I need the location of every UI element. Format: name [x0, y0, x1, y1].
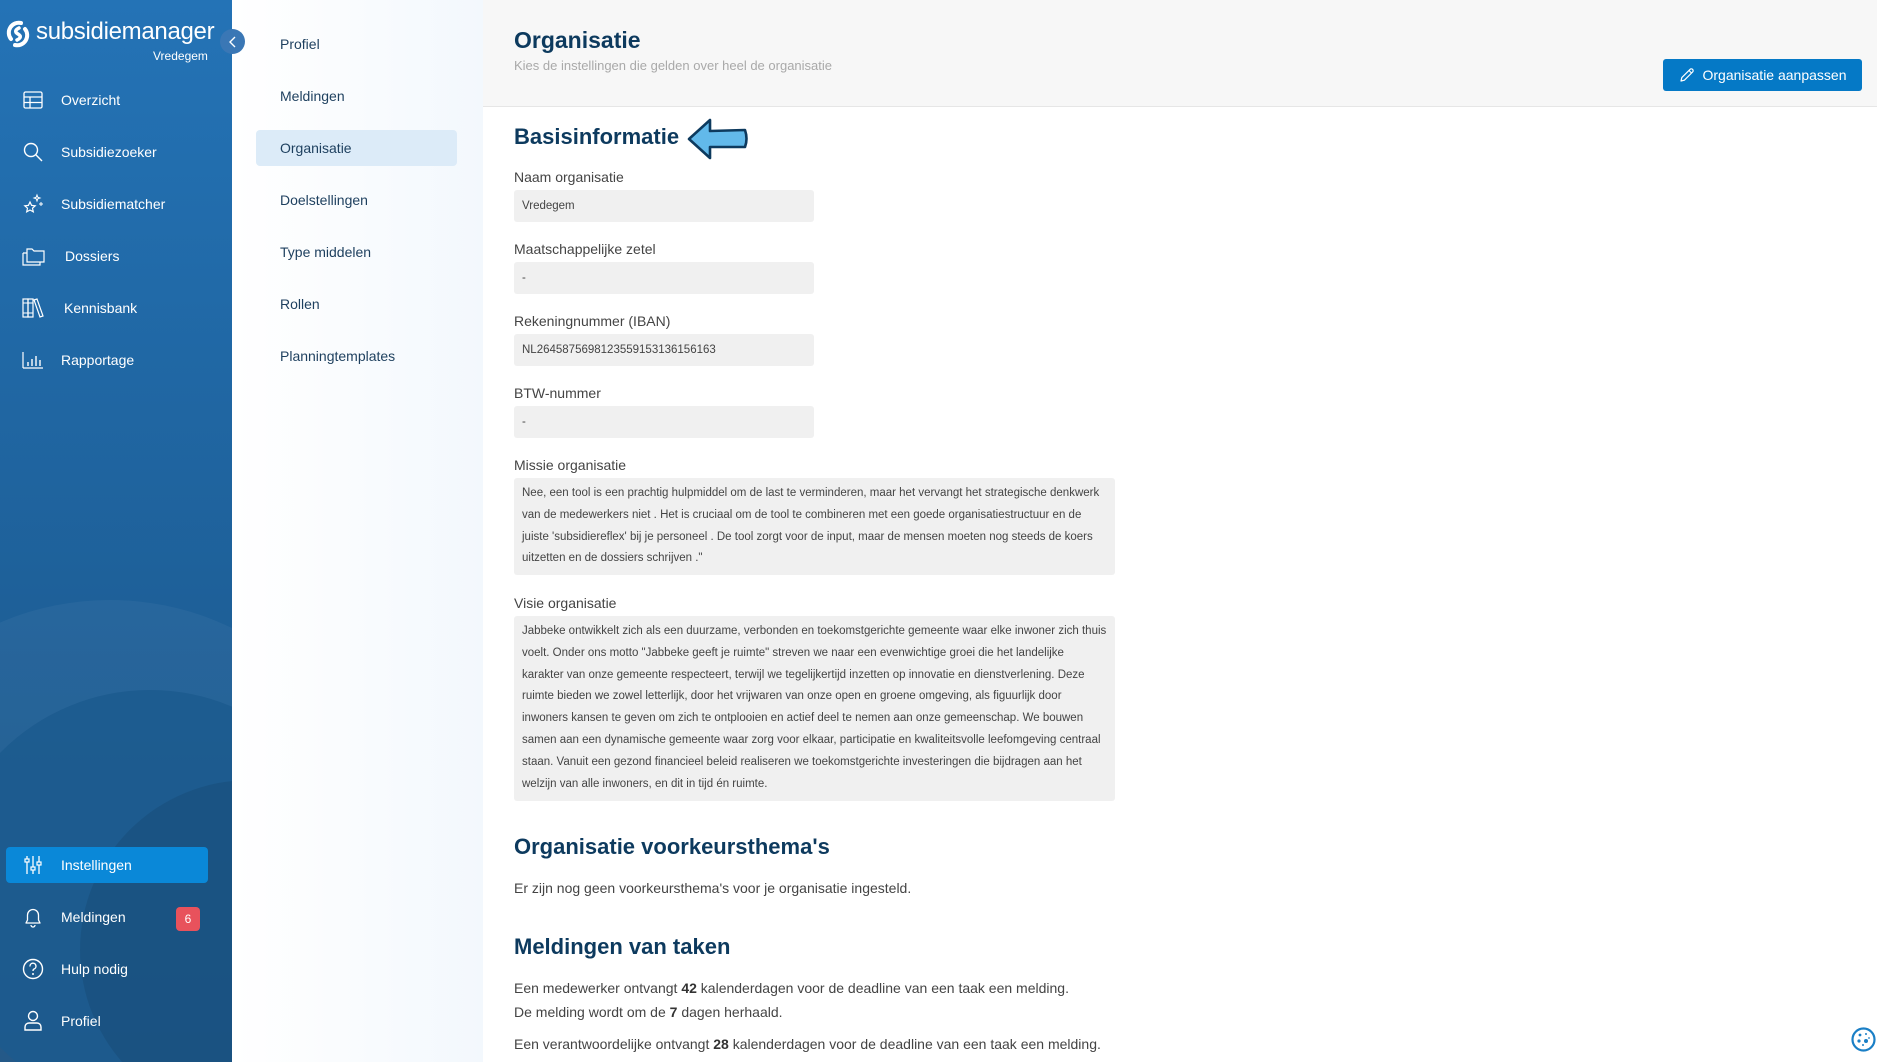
app-logo[interactable] — [6, 18, 214, 48]
bell-icon — [21, 905, 45, 929]
organization-name: Vredegem — [153, 49, 208, 63]
sidebar-item-kennisbank[interactable] — [6, 290, 208, 326]
text-segment: kalenderdagen voor de deadline van een taak een melding. — [696, 980, 1069, 996]
field-label: Visie organisatie — [514, 595, 617, 611]
sidebar-item-label: Dossiers — [65, 248, 120, 264]
user-icon — [21, 1009, 45, 1033]
sidebar-item-label: Rapportage — [61, 352, 135, 368]
sidebar-item-rapportage[interactable] — [6, 342, 208, 378]
logo-mark-icon — [6, 20, 30, 48]
sidebar-item-hulp-nodig[interactable] — [6, 951, 208, 987]
repeat-days-value: 7 — [669, 1004, 678, 1020]
field-label: Rekeningnummer (IBAN) — [514, 313, 671, 329]
preferred-themes-empty-text: Er zijn nog geen voorkeursthema's voor je organisatie ingesteld. — [514, 880, 912, 896]
page-subtitle: Kies de instellingen die gelden over heel de organisatie — [514, 58, 832, 73]
subnav-item-meldingen[interactable]: Meldingen — [280, 88, 345, 104]
preferred-themes-heading: Organisatie voorkeursthema's — [514, 834, 830, 859]
sidebar-item-meldingen[interactable] — [6, 899, 208, 935]
sidebar-item-label: Subsidiematcher — [61, 196, 166, 212]
text-segment: dagen herhaald. — [677, 1004, 783, 1020]
sidebar-item-label: Overzicht — [61, 92, 121, 108]
pencil-icon — [1679, 67, 1695, 83]
bar-chart-icon — [21, 348, 45, 372]
repeat-notification-text — [514, 1000, 783, 1024]
iban-field: NL2645875698123559153136156163 — [514, 334, 814, 366]
sidebar-item-profiel[interactable] — [6, 1003, 208, 1039]
books-icon — [21, 296, 45, 320]
sidebar-item-instellingen[interactable] — [6, 847, 208, 883]
field-label: BTW-nummer — [514, 385, 601, 401]
main-sidebar — [0, 0, 232, 1062]
edit-organization-button[interactable] — [1663, 59, 1862, 91]
search-icon — [21, 140, 45, 164]
table-icon — [21, 88, 45, 112]
text-segment: De melding wordt om de — [514, 1004, 670, 1020]
edit-organization-label: Organisatie aanpassen — [1702, 67, 1847, 83]
subnav-item-rollen[interactable]: Rollen — [280, 296, 320, 312]
subnav-item-type-middelen[interactable]: Type middelen — [280, 244, 372, 260]
notification-count-badge: 6 — [176, 907, 200, 931]
subnav-item-doelstellingen[interactable]: Doelstellingen — [280, 192, 368, 208]
field-label: Naam organisatie — [514, 169, 624, 185]
vision-field: Jabbeke ontwikkelt zich als een duurzame, verbonden en toekomstgerichte gemeente waar elke inwoner zich thuis voelt. Onder ons motto "Jabbeke geeft je ruimte" streven we naar een evenwichtige groei die het landelijke karakter van onze gemeente respecteert, terwijl we tegelijkertijd inzetten op innovatie en dienstverlening. Deze ruimte bieden we zowel letterlijk, door het vrijwaren van onze open en groene omgeving, als figuurlijk door inwoners kansen te geven om zich te ontplooien en actief deel te nemen aan onze gemeenschap. We bouwen samen aan een dynamische gemeente waar zorg voor elkaar, participatie en kwaliteitsvolle leefomgeving centraal staan. Vanuit een gezond financieel beleid realiseren we toekomstgerichte investeringen die bijdragen aan het welzijn van alle inwoners, en dit in tijd én ruimte. — [514, 616, 1115, 801]
sidebar-item-label: Profiel — [61, 1013, 101, 1029]
vat-number-field: - — [514, 406, 814, 438]
main-content — [483, 0, 1877, 1062]
organization-name-field: Vredegem — [514, 190, 814, 222]
sidebar-item-subsidiezoeker[interactable] — [6, 134, 208, 170]
mission-field: Nee, een tool is een prachtig hulpmiddel om de last te verminderen, maar het vervangt het strategische denkwerk van de medewerkers niet . Het is cruciaal om de tool te combineren met een goede organisatiestructuur en de juiste 'subsidiereflex' bij je personeel . De tool zorgt voor de input, maar de mensen moeten nog steeds de koers uitzetten en de dossiers schrijven ." — [514, 478, 1115, 575]
cookie-icon[interactable] — [1850, 1026, 1877, 1053]
arrow-left-icon — [686, 117, 750, 161]
manager-notification-text — [514, 1032, 1101, 1056]
subnav-item-profiel[interactable]: Profiel — [280, 36, 320, 52]
field-label: Maatschappelijke zetel — [514, 241, 656, 257]
sidebar-item-label: Instellingen — [61, 857, 132, 873]
sidebar-item-label: Hulp nodig — [61, 961, 128, 977]
sidebar-item-dossiers[interactable] — [6, 238, 208, 274]
basisinformatie-heading: Basisinformatie — [514, 124, 680, 149]
registered-office-field: - — [514, 262, 814, 294]
settings-subnav — [232, 0, 483, 1062]
page-title: Organisatie — [514, 27, 641, 53]
employee-notification-text — [514, 976, 1069, 1000]
folders-icon — [21, 244, 45, 268]
sidebar-item-label: Subsidiezoeker — [61, 144, 157, 160]
subnav-item-planningtemplates[interactable]: Planningtemplates — [280, 348, 396, 364]
sidebar-item-label: Kennisbank — [64, 300, 138, 316]
text-segment: Een medewerker ontvangt — [514, 980, 682, 996]
question-circle-icon — [21, 957, 45, 981]
sliders-icon — [21, 853, 45, 877]
text-segment: kalenderdagen voor de deadline van een taak een melding. — [728, 1036, 1101, 1052]
text-segment: Een verantwoordelijke ontvangt — [514, 1036, 714, 1052]
task-notifications-heading: Meldingen van taken — [514, 934, 731, 959]
sidebar-item-label: Meldingen — [61, 909, 126, 925]
employee-days-value: 42 — [681, 980, 697, 996]
chevron-left-icon — [228, 36, 238, 48]
sidebar-item-overzicht[interactable] — [6, 82, 208, 118]
collapse-sidebar-button[interactable] — [220, 29, 245, 54]
page-header — [483, 0, 1877, 107]
subnav-item-organisatie[interactable]: Organisatie — [256, 130, 457, 166]
sparkle-star-icon — [21, 192, 45, 216]
manager-days-value: 28 — [713, 1036, 729, 1052]
sidebar-item-subsidiematcher[interactable] — [6, 186, 208, 222]
logo-text: subsidiemanager — [36, 18, 215, 45]
field-label: Missie organisatie — [514, 457, 627, 473]
